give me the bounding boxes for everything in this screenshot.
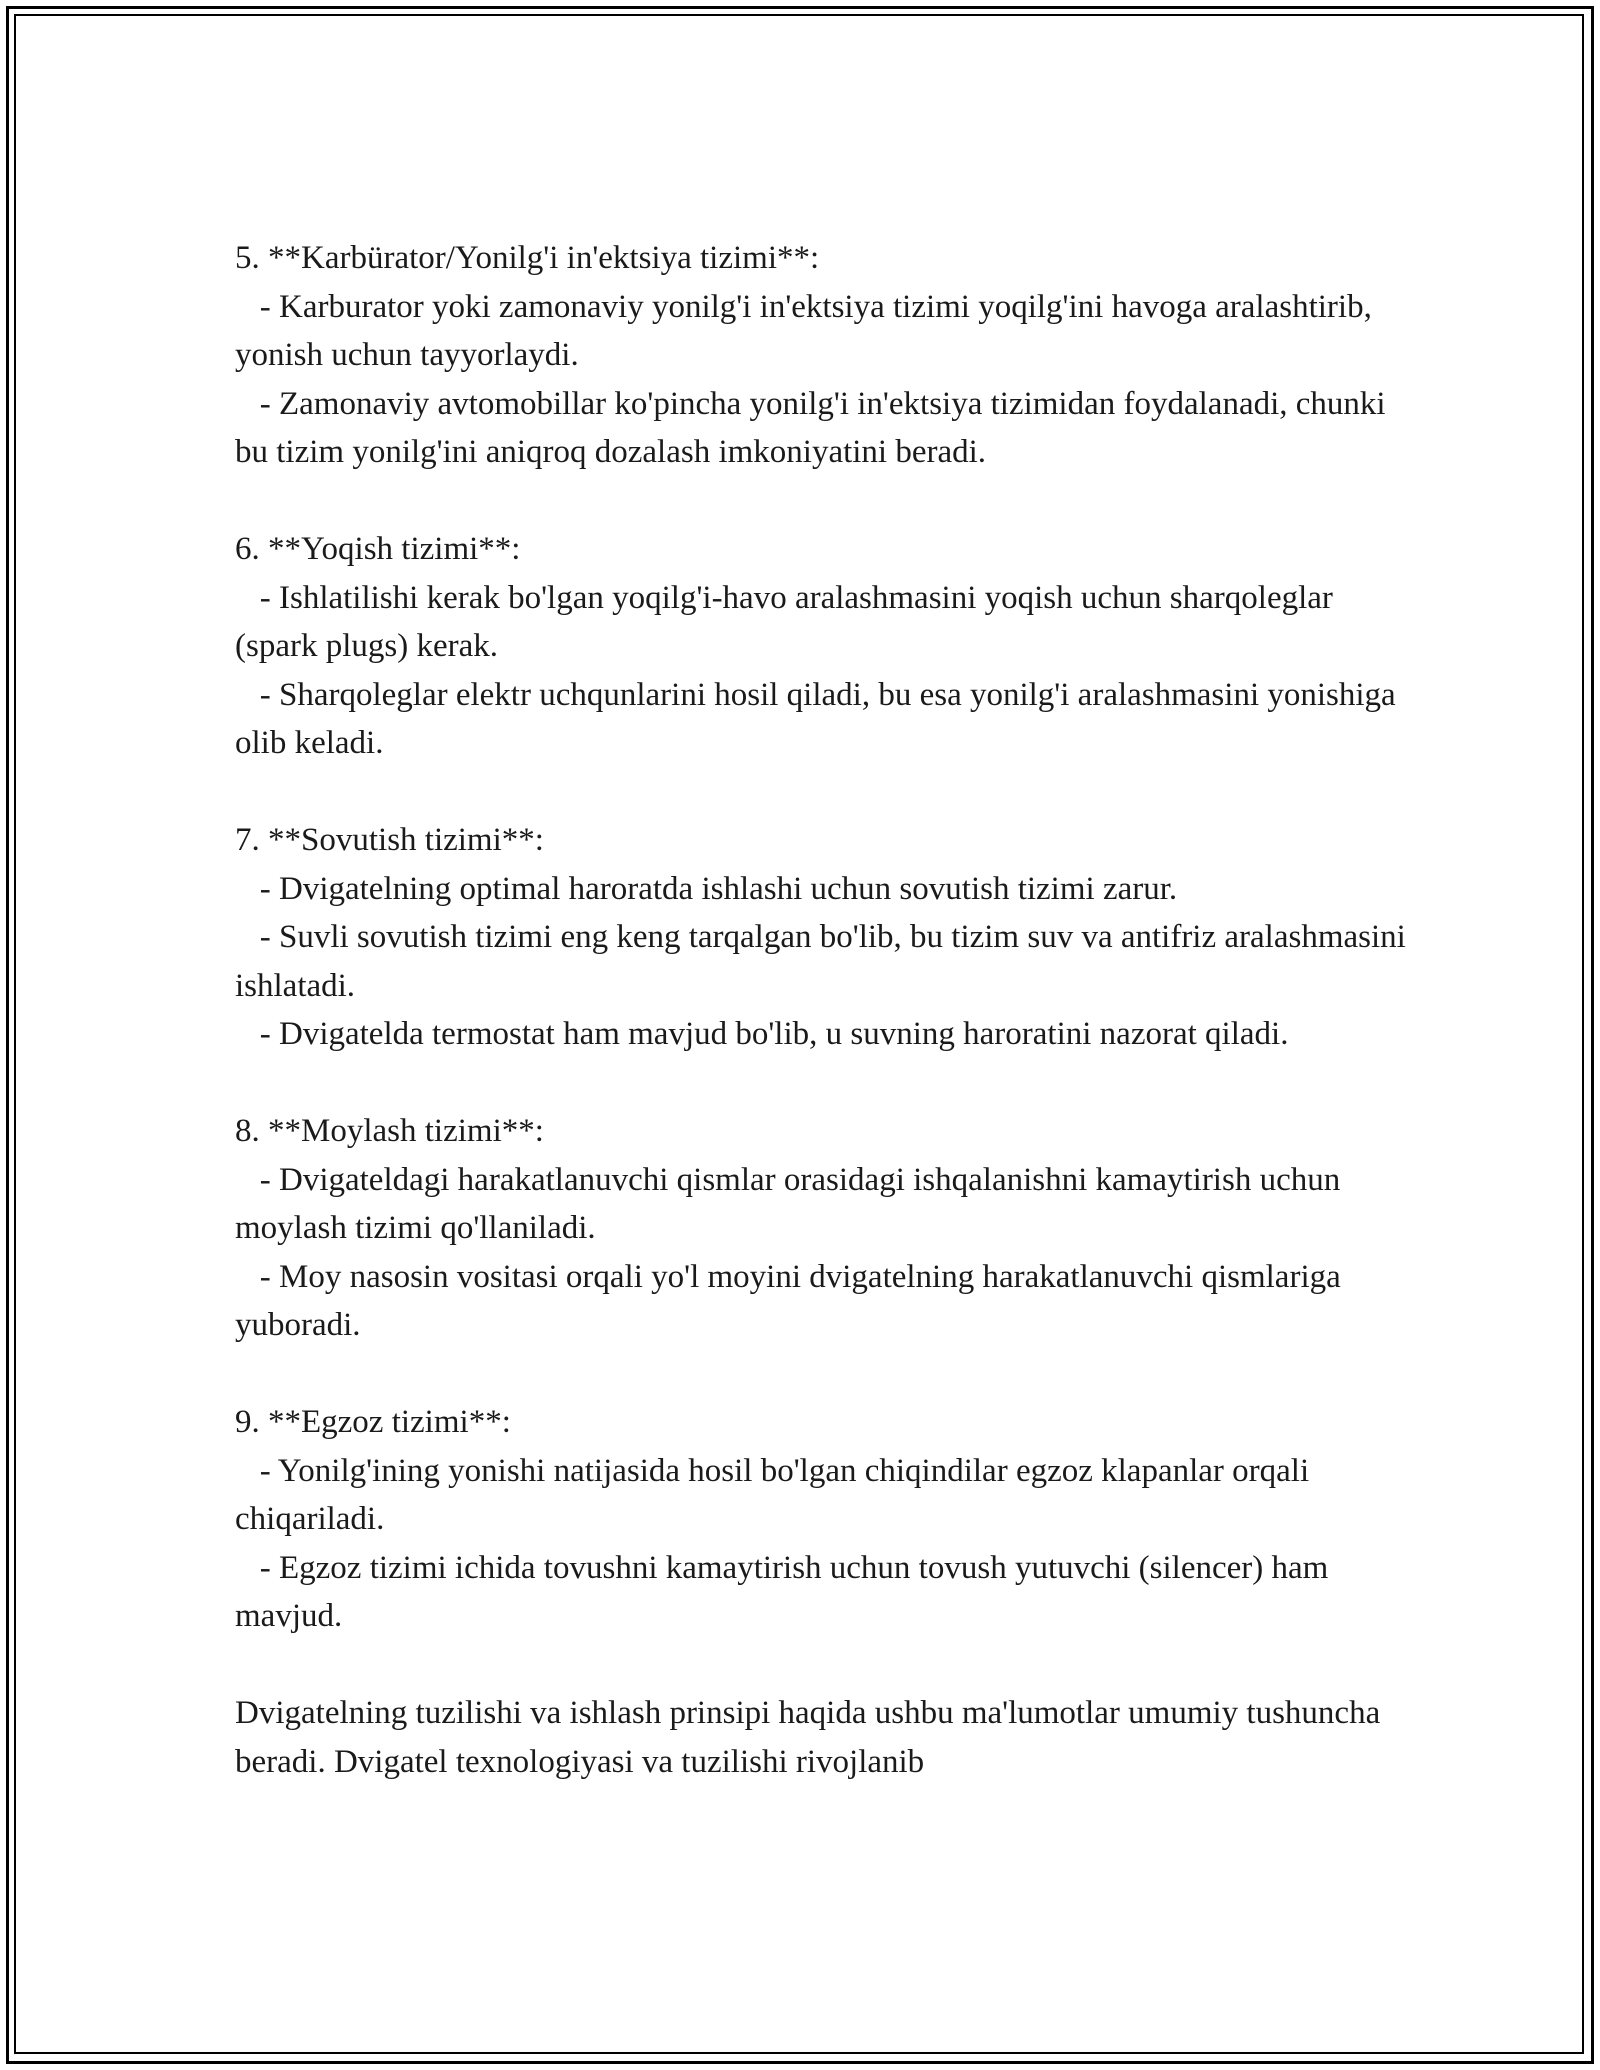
- bullet-item: - Suvli sovutish tizimi eng keng tarqalgan bo'lib, bu tizim suv va antifriz aralashmasini ishlatadi.: [235, 919, 1415, 1004]
- section-moylash: [235, 1107, 1415, 1350]
- closing-paragraph: Dvigatelning tuzilishi va ishlash prinsipi haqida ushbu ma'lumotlar umumiy tushuncha beradi. Dvigatel texnologiyasi va tuzilishi rivojlanib: [235, 1695, 1389, 1780]
- bullet-item: - Karburator yoki zamonaviy yonilg'i in'ektsiya tizimi yoqilg'ini havoga aralashtirib, yonish uchun tayyorlaydi.: [235, 288, 1381, 373]
- section-sovutish: [235, 816, 1415, 1059]
- section-egzoz: [235, 1398, 1415, 1641]
- section-heading: 5. **Karbürator/Yonilg'i in'ektsiya tizimi**:: [235, 240, 820, 276]
- section-heading: 8. **Moylash tizimi**:: [235, 1113, 544, 1149]
- section-yoqish: [235, 525, 1415, 768]
- bullet-item: - Moy nasosin vositasi orqali yo'l moyini dvigatelning harakatlanuvchi qismlariga yuboradi.: [235, 1258, 1350, 1343]
- bullet-item: - Zamonaviy avtomobillar ko'pincha yonilg'i in'ektsiya tizimidan foydalanadi, chunki bu tizim yonilg'ini aniqroq dozalash imkoniyatini beradi.: [235, 385, 1394, 470]
- section-heading: 7. **Sovutish tizimi**:: [235, 822, 544, 858]
- bullet-item: - Egzoz tizimi ichida tovushni kamaytirish uchun tovush yutuvchi (silencer) ham mavjud.: [235, 1549, 1337, 1634]
- bullet-item: - Dvigateldagi harakatlanuvchi qismlar orasidagi ishqalanishni kamaytirish uchun moylash tizimi qo'llaniladi.: [235, 1161, 1349, 1246]
- section-heading: 9. **Egzoz tizimi**:: [235, 1404, 511, 1440]
- section-heading: 6. **Yoqish tizimi**:: [235, 531, 521, 567]
- bullet-item: - Ishlatilishi kerak bo'lgan yoqilg'i-havo aralashmasini yoqish uchun sharqoleglar (spark plugs) kerak.: [235, 579, 1342, 664]
- bullet-item: - Sharqoleglar elektr uchqunlarini hosil qiladi, bu esa yonilg'i aralashmasini yonishiga olib keladi.: [235, 676, 1404, 761]
- section-karburator: [235, 234, 1415, 477]
- bullet-item: - Dvigatelda termostat ham mavjud bo'lib, u suvning haroratini nazorat qiladi.: [235, 1016, 1289, 1052]
- bullet-item: - Dvigatelning optimal haroratda ishlashi uchun sovutish tizimi zarur.: [235, 870, 1178, 907]
- bullet-item: - Yonilg'ining yonishi natijasida hosil bo'lgan chiqindilar egzoz klapanlar orqali chiqariladi.: [235, 1452, 1318, 1537]
- document-body: [235, 234, 1415, 1786]
